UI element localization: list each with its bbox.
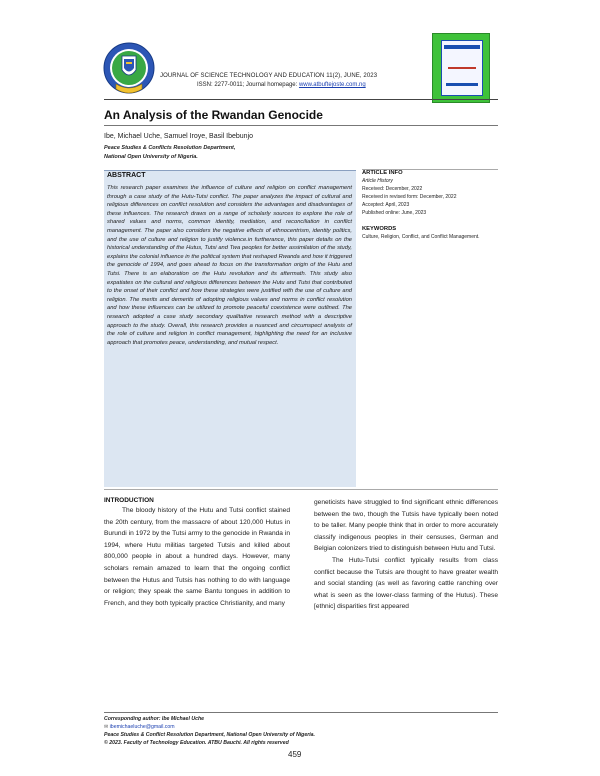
corresponding-author: Corresponding author: Ibe Michael Uche <box>104 716 205 722</box>
keywords-heading: KEYWORDS <box>362 226 397 232</box>
journal-homepage-link[interactable]: www.atbuftejoste.com.ng <box>298 82 366 88</box>
revised-date: Received in revised form: December, 2022 <box>362 194 457 200</box>
page-number: 459 <box>288 750 302 759</box>
intro-paragraph-1: The bloody history of the Hutu and Tutsi conflict stained the 20th century, from the massacre of about 120,000 Hutus in Burundi in 1972 by the Tutsi army to the genocide in Rwanda in 1994, where Hutu militias targeted Tutsis and killed about 800,000 people in about a hundred days. However, many scholars remain amazed to learn that the ongoing conflict between the Hutus and Tutsis has nothing to do with language or religion; they speak the same Bantu tongues in addition to French, and they both typically practice Christianity, and many <box>104 507 290 607</box>
affiliation-department: Peace Studies & Conflicts Resolution Department, <box>104 145 236 151</box>
intro-left-column <box>104 497 290 609</box>
keywords-list: Culture, Religion, Conflict, and Conflict Management. <box>362 234 480 240</box>
intro-paragraph-3: The Hutu-Tutsi conflict typically results from class conflict because the Tutsis are thought to have greater wealth and social standing (as well as favoring cattle ranching over what is seen as the lower-class farming of the Hutus). These [ethnic] disparities first appeared <box>314 556 498 611</box>
intro-paragraph-2: geneticists have struggled to find significant ethnic differences between the two, though the Tutsis have typically been noted to be taller. Many people think that in order to more accurately classify indigenous peoples in their censuses, German and Belgian colonizers tried to distinguish between Hutu and Tutsi. <box>314 499 498 553</box>
article-info-panel <box>362 170 498 241</box>
issn-text: ISSN: 2277-0011; Journal homepage: <box>197 82 299 88</box>
published-date: Published online: June, 2023 <box>362 210 427 216</box>
university-seal-logo <box>102 40 156 102</box>
email-icon: ✉ <box>104 724 109 730</box>
section-divider <box>104 489 498 490</box>
footer-department: Peace Studies & Conflict Resolution Department, National Open University of Nigeria. <box>104 732 315 738</box>
author-email-link[interactable]: ibemichaeluche@gmail.com <box>109 724 175 730</box>
paper-title: An Analysis of the Rwandan Genocide <box>104 108 323 122</box>
footer-divider <box>104 712 498 713</box>
abstract-panel <box>104 170 356 487</box>
title-divider <box>104 125 498 126</box>
intro-right-column <box>314 497 498 613</box>
journal-cover-logo <box>432 33 490 103</box>
abstract-heading: ABSTRACT <box>107 172 146 179</box>
article-info-heading: ARTICLE INFO <box>362 170 403 176</box>
received-date: Received: December, 2022 <box>362 186 423 192</box>
author-list: Ibe, Michael Uche, Samuel Iroye, Basil Ibebunjo <box>104 133 254 140</box>
introduction-heading: INTRODUCTION <box>104 497 154 504</box>
header-divider <box>104 99 498 100</box>
issn-line <box>197 82 366 88</box>
abstract-text: This research paper examines the influence of culture and religion on conflict management through a case study of the Hutu-Tutsi conflict. The paper analyzes the impact of cultural and religious differences on conflict resolution and considers the advantages and disadvantages of these influences. The research draws on a range of scholarly sources to explore the role of shared values and norms, common identity, mediation, and reconciliation in conflict management. The paper also considers the negative effects of ethnocentrism, identity politics, and the use of culture and religion to justify violence.in furtherance, this paper details on the historical understanding of the Hutus, Tutsi and Twa peoples for better assimilation of the study, explains the colonial influence in the political system that reshaped Rwanda and how it triggered the genocide of 1994, and goes ahead to focus on the transformation origin of the Hutu and Tutsi. There is an elaboration on the Hutu revolution and its aftermath. This study also expatiates on the cultural and religious differences between the Hutu and Tutsi that contributed to the onset of their conflict and how these strategies were justified with the use of culture and religion. The merits and demerits of adopting religious values and norms in conflict resolution and how these influences can be utilized to promote peaceful coexistence were outlined. The research adopted a case study secondary qualitative research method with a descriptive approach to the study. Overall, this research provides a nuanced and circumspect analysis of the role of culture and religion in conflict management, highlighting the need for an inclusive approach that promotes peace, understanding, and mutual respect. <box>107 185 352 346</box>
article-history-label: Article History <box>362 178 393 184</box>
copyright-notice: © 2023. Faculty of Technology Education. ATBU Bauchi. All rights reserved <box>104 740 289 746</box>
affiliation-institution: National Open University of Nigeria. <box>104 154 198 160</box>
accepted-date: Accepted: April, 2023 <box>362 202 410 208</box>
journal-citation-line: JOURNAL OF SCIENCE TECHNOLOGY AND EDUCATION 11(2), JUNE, 2023 <box>160 73 378 79</box>
author-email-row <box>104 724 175 730</box>
